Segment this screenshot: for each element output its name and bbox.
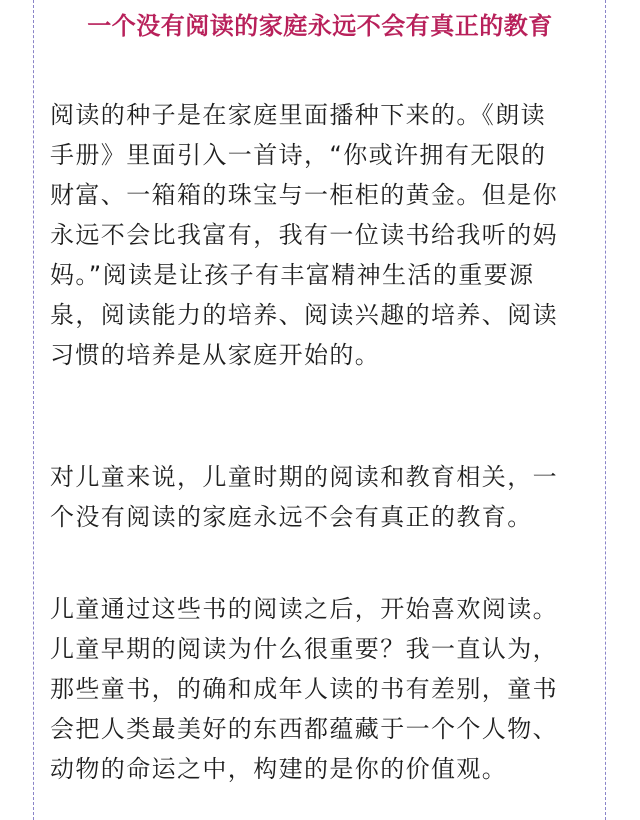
paragraph-line: 儿童通过这些书的阅读之后，开始喜欢阅读。 (50, 595, 558, 623)
paragraph-line: 那些童书，的确和成年人读的书有差别，童书 (50, 675, 558, 703)
paragraph-line: 阅读的种子是在家庭里面播种下来的。《朗读 (50, 101, 546, 129)
paragraph-2 (50, 457, 598, 537)
paragraph-line: 泉，阅读能力的培养、阅读兴趣的培养、阅读 (50, 301, 558, 329)
paragraph-line: 个没有阅读的家庭永远不会有真正的教育。 (50, 503, 533, 531)
paragraph-1 (50, 95, 598, 375)
paragraph-line: 会把人类最美好的东西都蕴藏于一个个人物、 (50, 715, 558, 743)
paragraph-line: 儿童早期的阅读为什么很重要？我一直认为， (50, 635, 558, 663)
paragraph-line: 习惯的培养是从家庭开始的。 (50, 341, 381, 369)
paragraph-line: 对儿童来说，儿童时期的阅读和教育相关，一 (50, 463, 558, 491)
paragraph-3 (50, 589, 598, 789)
paragraph-line: 妈。”阅读是让孩子有丰富精神生活的重要源 (50, 261, 535, 289)
article-title: 一个没有阅读的家庭永远不会有真正的教育 (87, 12, 553, 40)
paragraph-line: 动物的命运之中，构建的是你的价值观。 (50, 755, 508, 783)
paragraph-line: 永远不会比我富有，我有一位读书给我听的妈 (50, 221, 558, 249)
paragraph-line: 财富、一箱箱的珠宝与一柜柜的黄金。但是你 (50, 181, 558, 209)
paragraph-line: 手册》里面引入一首诗，“你或许拥有无限的 (50, 141, 547, 169)
